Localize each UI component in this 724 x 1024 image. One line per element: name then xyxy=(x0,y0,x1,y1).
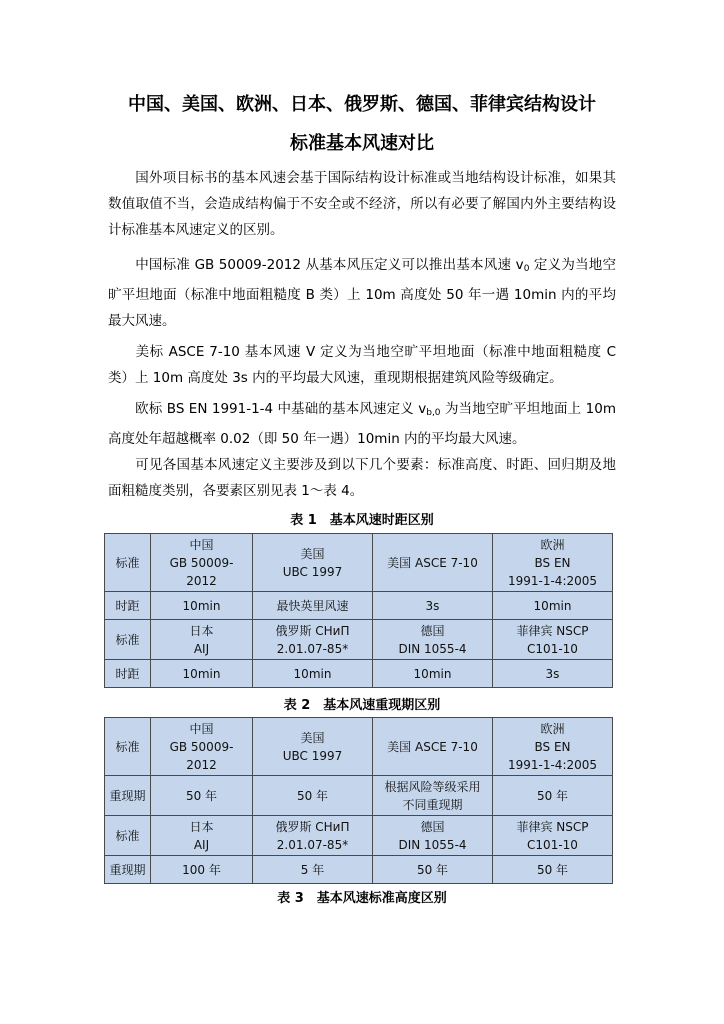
table-cell: 50 年 xyxy=(493,856,613,884)
title-line-2: 标准基本风速对比 xyxy=(290,133,434,154)
title-line-1: 中国、美国、欧洲、日本、俄罗斯、德国、菲律宾结构设计 xyxy=(128,94,596,115)
row-header-cell: 重现期 xyxy=(105,776,151,816)
table-3-caption: 表 3 基本风速标准高度区别 xyxy=(277,891,447,906)
table-row xyxy=(105,534,613,592)
paragraph-eu-standard: 欧标 BS EN 1991-1-4 中基础的基本风速定义 $v_{b,0}$ 为当地空旷平坦地面上 10m 高度处年超越概率 0.02（即 50 年一遇）10min 内的平均最大风速。 xyxy=(108,401,616,447)
table-2-return-period xyxy=(104,717,613,884)
row-header-cell: 重现期 xyxy=(105,856,151,884)
table-cell: 菲律宾 NSCP C101-10 xyxy=(493,620,613,660)
table-cell: 10min xyxy=(253,660,373,688)
table-cell: 欧洲 BS EN 1991-1-4:2005 xyxy=(493,534,613,592)
table-cell: 美国 UBC 1997 xyxy=(253,534,373,592)
row-header-cell: 时距 xyxy=(105,592,151,620)
table-cell: 10min xyxy=(493,592,613,620)
table-cell: 中国 GB 50009- 2012 xyxy=(151,534,253,592)
table-cell: 3s xyxy=(373,592,493,620)
row-header-cell: 标准 xyxy=(105,534,151,592)
table-row xyxy=(105,816,613,856)
table-1-time-interval xyxy=(104,533,613,688)
table-cell: 德国 DIN 1055-4 xyxy=(373,620,493,660)
table-row xyxy=(105,856,613,884)
table-cell: 50 年 xyxy=(373,856,493,884)
table-cell: 10min xyxy=(151,660,253,688)
table-cell: 美国 ASCE 7-10 xyxy=(373,534,493,592)
paragraph-summary: 可见各国基本风速定义主要涉及到以下几个要素：标准高度、时距、回归期及地面粗糙度类别，各要素区别见表 1～表 4。 xyxy=(108,457,616,499)
table-cell: 100 年 xyxy=(151,856,253,884)
table-cell: 欧洲 BS EN 1991-1-4:2005 xyxy=(493,718,613,776)
table-row xyxy=(105,620,613,660)
table-cell: 50 年 xyxy=(151,776,253,816)
table-cell: 美国 ASCE 7-10 xyxy=(373,718,493,776)
table-cell: 10min xyxy=(373,660,493,688)
table-row xyxy=(105,660,613,688)
table-cell: 俄罗斯 CНиП 2.01.07-85* xyxy=(253,620,373,660)
table-cell: 50 年 xyxy=(493,776,613,816)
row-header-cell: 标准 xyxy=(105,620,151,660)
table-2-caption: 表 2 基本风速重现期区别 xyxy=(283,698,441,713)
table-cell: 50 年 xyxy=(253,776,373,816)
table-cell: 3s xyxy=(493,660,613,688)
table-cell: 中国 GB 50009- 2012 xyxy=(151,718,253,776)
row-header-cell: 标准 xyxy=(105,718,151,776)
table-row xyxy=(105,718,613,776)
table-row xyxy=(105,592,613,620)
table-cell: 日本 AIJ xyxy=(151,620,253,660)
table-cell: 5 年 xyxy=(253,856,373,884)
table-1-caption: 表 1 基本风速时距区别 xyxy=(290,513,434,528)
paragraph-us-standard: 美标 ASCE 7-10 基本风速 V 定义为当地空旷平坦地面（标准中地面粗糙度 C 类）上 10m 高度处 3s 内的平均最大风速，重现期根据建筑风险等级确定。 xyxy=(108,344,616,386)
paragraph-intro: 国外项目标书的基本风速会基于国际结构设计标准或当地结构设计标准，如果其数值取值不当，会造成结构偏于不安全或不经济，所以有必要了解国内外主要结构设计标准基本风速定义的区别。 xyxy=(108,170,616,238)
row-header-cell: 标准 xyxy=(105,816,151,856)
table-cell: 根据风险等级采用 不同重现期 xyxy=(373,776,493,816)
table-cell: 俄罗斯 CНиП 2.01.07-85* xyxy=(253,816,373,856)
table-row xyxy=(105,776,613,816)
table-cell: 日本 AIJ xyxy=(151,816,253,856)
table-cell: 美国 UBC 1997 xyxy=(253,718,373,776)
table-cell: 10min xyxy=(151,592,253,620)
paragraph-china-standard: 中国标准 GB 50009-2012 从基本风压定义可以推出基本风速 $v_0$ 定义为当地空旷平坦地面（标准中地面粗糙度 B 类）上 10m 高度处 50 年一遇 10min 内的平均最大风速。 xyxy=(108,257,616,329)
table-cell: 菲律宾 NSCP C101-10 xyxy=(493,816,613,856)
table-cell: 最快英里风速 xyxy=(253,592,373,620)
table-cell: 德国 DIN 1055-4 xyxy=(373,816,493,856)
row-header-cell: 时距 xyxy=(105,660,151,688)
